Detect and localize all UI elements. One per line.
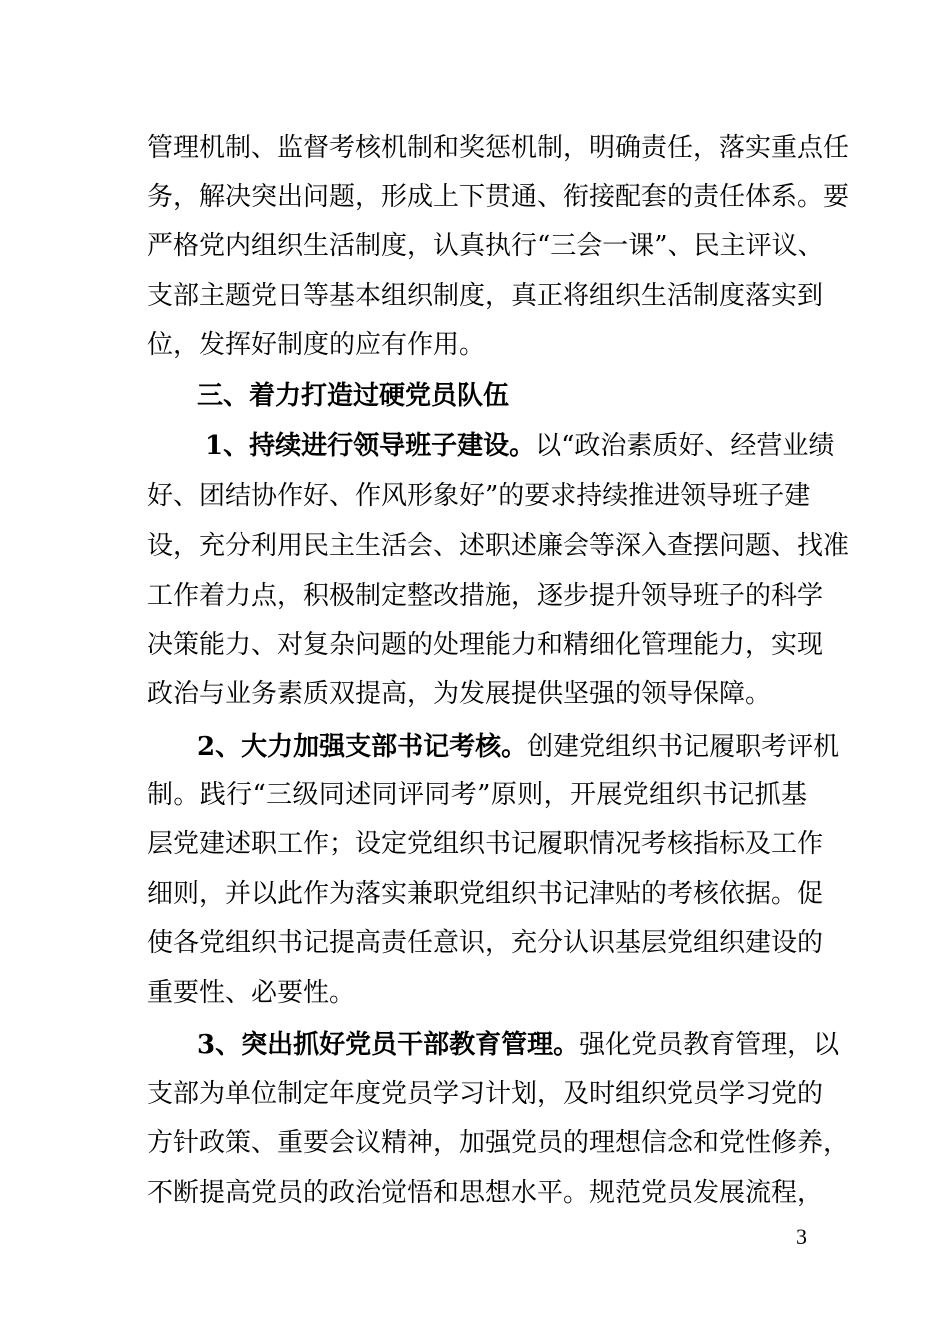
item-1-first-line	[205, 430, 835, 462]
paragraph-line: 层党建述职工作；设定党组织书记履职情况考核指标及工作	[147, 829, 824, 859]
paragraph-line: 方针政策、重要会议精神，加强党员的理想信念和党性修养，	[147, 1128, 850, 1158]
paragraph-line: 支部主题党日等基本组织制度，真正将组织生活制度落实到	[147, 281, 824, 311]
paragraph-line: 设，充分利用民主生活会、述职述廉会等深入查摆问题、找准	[147, 531, 850, 561]
paragraph-line: 制。践行“三级同述同评同考”原则，开展党组织书记抓基	[147, 780, 807, 810]
item-3-text: 强化党员教育管理，以	[579, 1030, 840, 1060]
item-1-title: 1、持续进行领导班子建设。	[205, 431, 536, 461]
paragraph-line: 务，解决突出问题，形成上下贯通、衔接配套的责任体系。要	[147, 182, 850, 212]
paragraph-line: 细则，并以此作为落实兼职党组织书记津贴的考核依据。促	[147, 879, 824, 909]
item-2-first-line	[197, 731, 840, 763]
page-number: 3	[796, 1224, 807, 1249]
paragraph-line: 政治与业务素质双提高，为发展提供坚强的领导保障。	[147, 679, 772, 709]
paragraph-line: 支部为单位制定年度党员学习计划，及时组织党员学习党的	[147, 1079, 824, 1109]
item-2-text: 创建党组织书记履职考评机	[527, 732, 840, 762]
paragraph-line: 工作着力点，积极制定整改措施，逐步提升领导班子的科学	[147, 581, 824, 611]
item-3-first-line	[197, 1029, 840, 1061]
paragraph-line: 管理机制、监督考核机制和奖惩机制，明确责任，落实重点任	[147, 133, 850, 163]
item-1-text: 以“政治素质好、经营业绩	[535, 431, 835, 461]
paragraph-line: 决策能力、对复杂问题的处理能力和精细化管理能力，实现	[147, 630, 824, 660]
paragraph-line: 严格党内组织生活制度，认真执行“三会一课”、民主评议、	[147, 231, 824, 261]
paragraph-line: 位，发挥好制度的应有作用。	[147, 330, 486, 360]
paragraph-line: 不断提高党员的政治觉悟和思想水平。规范党员发展流程，	[147, 1178, 824, 1208]
section-heading: 三、着力打造过硬党员队伍	[197, 381, 510, 411]
paragraph-line: 好、团结协作好、作风形象好”的要求持续推进领导班子建	[147, 481, 811, 511]
paragraph-line: 使各党组织书记提高责任意识，充分认识基层党组织建设的	[147, 928, 824, 958]
paragraph-line: 重要性、必要性。	[147, 978, 356, 1008]
item-2-title: 2、大力加强支部书记考核。	[197, 732, 528, 762]
item-3-title: 3、突出抓好党员干部教育管理。	[197, 1030, 580, 1060]
